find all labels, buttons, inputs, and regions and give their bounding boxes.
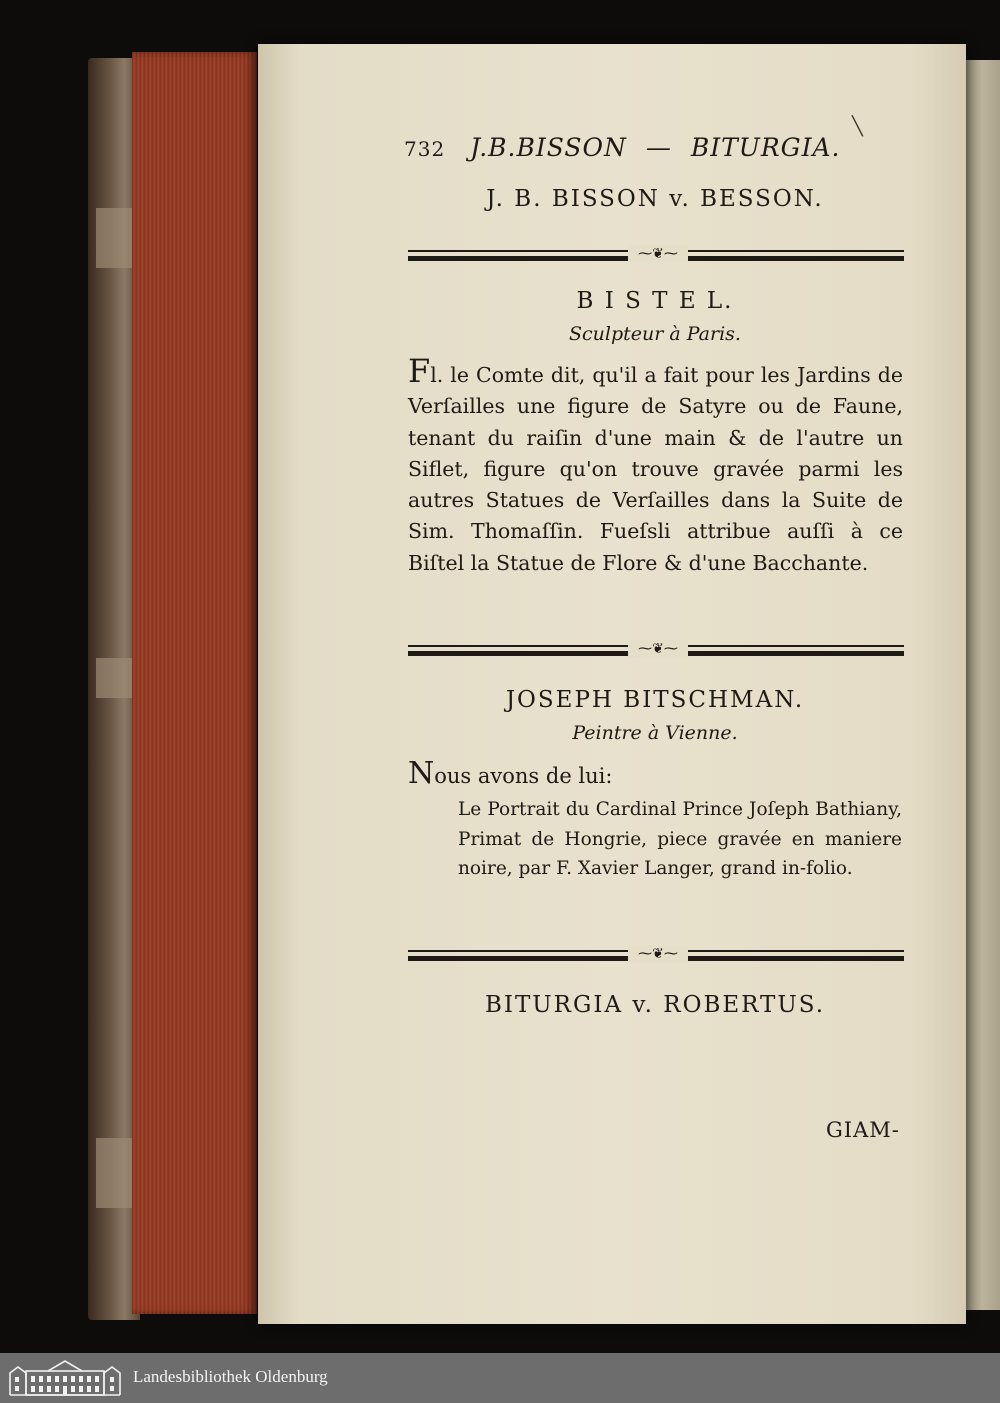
entry-body-bitschman: Le Portrait du Cardinal Prince Joſeph Bathiany, Primat de Hongrie, piece gravée en maniere noire, par F. Xavier Langer, grand in-folio. (458, 799, 902, 879)
entry-subtitle-bistel: Sculpteur à Paris. (569, 323, 741, 345)
entry-intro-text: ous avons de lui: (434, 764, 613, 788)
entry-body-bistel (408, 352, 903, 579)
running-head-left: J.B.BISSON (470, 133, 627, 162)
ornamental-rule (408, 248, 904, 262)
entry-heading-biturgia: BITURGIA v. ROBERTUS. (484, 992, 826, 1018)
library-building-icon (8, 1359, 122, 1397)
entry-heading-bitschman: JOSEPH BITSCHMAN. (505, 687, 805, 713)
running-head (404, 133, 841, 162)
page-mark: ╲ (852, 116, 863, 137)
institution-name: Landesbibliothek Oldenburg (133, 1367, 328, 1386)
next-page-edge (966, 60, 1000, 1310)
page-number: 732 (404, 137, 446, 161)
ornamental-rule (408, 948, 904, 962)
running-head-right: BITURGIA. (690, 133, 841, 162)
entry-heading-bisson: J. B. BISSON v. BESSON. (486, 186, 824, 212)
drop-cap: N (408, 756, 435, 791)
ornamental-rule (408, 643, 904, 657)
entry-body-bistel-text: l. le Comte dit, qu'il a fait pour les Jardins de Verſailles une figure de Satyre ou de Faune, tenant du raiſin d'une main & de l'autre un Siflet, figure qu'on trouve gravée parmi les autres Statues de Verſailles dans la Suite de Sim. Thomaſſin. Fueſsli attribue auſſi à ce Biſtel la Statue de Flore & d'une Bacchante. (408, 363, 903, 575)
rule-ornament: ⁓❦⁓ (628, 245, 688, 263)
entry-intro-bitschman (408, 756, 612, 791)
entry-heading-bistel: B I S T E L. (576, 288, 734, 314)
footer-bar (0, 1353, 1000, 1403)
running-head-dash: — (645, 133, 672, 162)
page-block-edges (132, 52, 257, 1314)
entry-subtitle-bitschman: Peintre à Vienne. (572, 722, 738, 744)
drop-cap: F (408, 352, 431, 390)
catchword: GIAM- (826, 1118, 900, 1142)
rule-ornament: ⁓❦⁓ (628, 945, 688, 963)
rule-ornament: ⁓❦⁓ (628, 640, 688, 658)
